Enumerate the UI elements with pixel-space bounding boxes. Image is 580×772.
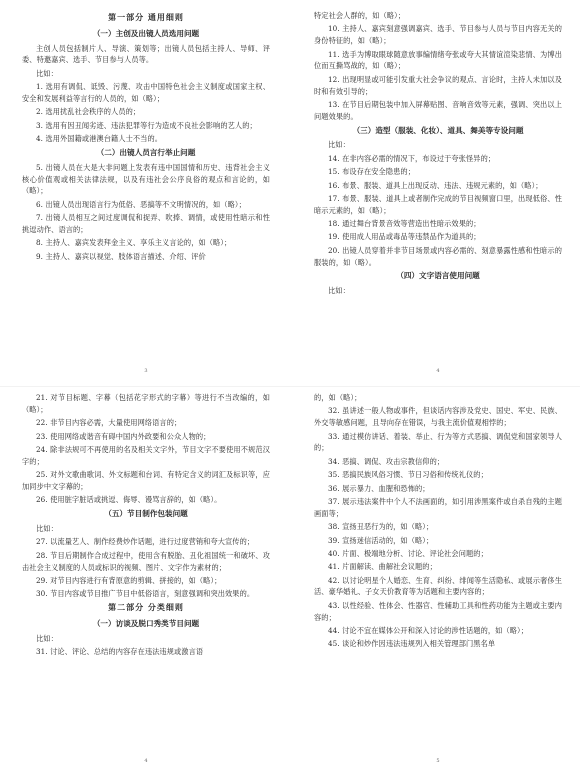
list-item: 29. 对节目内容进行有背原意的剪辑、拼接的，如（略）； bbox=[36, 575, 222, 585]
lead-text: 比如： bbox=[36, 523, 58, 533]
list-item: 2. 选用扰乱社会秩序的人员的； bbox=[36, 107, 141, 117]
page-number: 3 bbox=[144, 368, 148, 375]
list-item: 5. 出镜人员在大是大非问题上发表有违中国国情和历史、违背社会主义核心价值观或相关法律法规，以及有违社会公序良俗的观点和言论的，如（略）； bbox=[22, 162, 270, 196]
list-item: 37. 展示违法案件中个人不法画面的，如引用涉黑案件或自杀自残的主题画面等； bbox=[314, 496, 562, 518]
list-item: 18. 通过舞台背景音效等营造出性暗示效果的； bbox=[328, 219, 481, 229]
list-item: 32. 虽讲述一般人物或事件，但谈话内容涉及党史、国史、军史、民族、外交等敏感问题，且导向存在错误，与我主流价值观相悖的； bbox=[314, 406, 562, 428]
list-item: 31. 讨论、评论、总结的内容存在违法违规或激言语 bbox=[36, 647, 204, 657]
list-item: 3. 选用有因丑闻劣迹、违法犯罪等行为造成不良社会影响的艺人的； bbox=[36, 120, 257, 130]
list-item: 26. 使用脏字脏话或挑逗、侮辱、谩骂言辞的，如（略）。 bbox=[36, 495, 222, 505]
section-heading: （五）节目制作包装问题 bbox=[104, 509, 188, 519]
paragraph: 的，如（略）； bbox=[314, 393, 362, 402]
list-item: 25. 对外文歌曲歌词、外文标题和台词、有特定含义的词汇及标识等，应加同步中文字幕的； bbox=[22, 470, 270, 491]
list-item: 23. 使用网络或谐音有碍中国内外政要和公众人物的； bbox=[36, 431, 211, 441]
section-heading: （四）文字语言使用问题 bbox=[396, 271, 480, 281]
page-row-divider bbox=[0, 386, 580, 387]
page-4b bbox=[22, 392, 270, 770]
list-item: 21. 对节目标题、字幕（包括花字形式的字幕）等进行不当改编的，如（略）； bbox=[22, 393, 270, 414]
paragraph: 主创人员包括制片人、导演、策划等；出镜人员包括主持人、导师、评委、特邀嘉宾、选手、节目参与人员等。 bbox=[22, 43, 270, 65]
list-item: 13. 在节目后期包装中加入屏幕贴图、音响音效等元素，强调、突出以上问题效果的。 bbox=[314, 99, 562, 121]
section-heading: （一）访谈及脱口秀类节目问题 bbox=[92, 618, 200, 628]
list-item: 10. 主持人、嘉宾刻意强调嘉宾、选手、节目参与人员与节目内容无关的身份特征的，如（略）； bbox=[314, 24, 562, 46]
list-item: 17. 布景、服装、道具上或者制作完成的节目视频窗口里，出现低俗、性暗示元素的，如（略）； bbox=[314, 193, 562, 215]
list-item: 42. 以讨论明星个人婚恋、生育、纠纷、绯闻等生活隐私、或展示奢侈生活、豪华婚礼、子女天价教育等为话题和主要内容的； bbox=[314, 575, 562, 597]
list-item: 35. 恶搞民族风俗习惯、节日习俗和传统礼仪的； bbox=[328, 470, 488, 480]
section-heading: （一）主创及出镜人员选用问题 bbox=[92, 28, 200, 38]
list-item: 40. 片面、极端地分析、讨论、评论社会问题的； bbox=[328, 548, 488, 558]
list-item: 14. 在非内容必需的情况下，布设过于夸张怪异的； bbox=[328, 153, 496, 163]
list-item: 6. 出镜人员出现语言行为低俗、恶搞等不文明情况的，如（略）； bbox=[36, 199, 246, 209]
lead-text: 比如： bbox=[36, 633, 58, 643]
list-item: 16. 布景、服装、道具上出现反动、违法、违规元素的，如（略）； bbox=[328, 180, 543, 190]
page-number: 4 bbox=[144, 758, 148, 765]
list-item: 11. 选手为博取眼球随意放事编情绪夸张或夸大其情谊渲染悲情、为博出位而互撕骂战的，如（略）； bbox=[314, 49, 562, 71]
list-item: 41. 片面解读、曲解社会议题的； bbox=[328, 562, 437, 572]
list-item: 22. 非节目内容必需，大量使用网络语言的； bbox=[36, 418, 182, 428]
part-title: 第二部分 分类细则 bbox=[108, 602, 184, 613]
list-item: 7. 出镜人员相互之间过度调侃和捉弄、吹捧、调情，或使用性暗示和性挑逗动作、语言的； bbox=[22, 213, 270, 234]
list-item: 12. 出现明显或可能引发重大社会争议的观点、言论时，主持人未加以及时和有效引导的； bbox=[314, 74, 562, 96]
list-item: 43. 以性经验、性体会、性器官、性辅助工具和性药功能为主题或主要内容的； bbox=[314, 600, 562, 622]
list-item: 38. 宣扬丑恶行为的，如（略）； bbox=[328, 522, 434, 532]
list-item: 27. 以流量艺人、制作经费炒作话题，进行过度营销和夸大宣传的； bbox=[36, 537, 255, 547]
page-5 bbox=[314, 392, 562, 770]
lead-text: 比如： bbox=[328, 286, 350, 296]
list-item: 8. 主持人、嘉宾发表拜金主义、享乐主义言论的，如（略）； bbox=[36, 238, 232, 248]
page-3 bbox=[22, 10, 270, 380]
list-item: 24. 除非法规可不再使用的名及相关文字外，节目文字不要使用不规范汉字的； bbox=[22, 444, 270, 466]
list-item: 9. 主持人、嘉宾以视觉、肢体语言描述、介绍、评价 bbox=[36, 251, 206, 261]
list-item: 28. 节目后期制作合成过程中，使用含有脱胎、丑化祖国统一和破坏、攻击社会主义制度的人员或标识的视频、图片、文字作为素材的； bbox=[22, 550, 270, 572]
paragraph: 特定社会人群的，如（略）； bbox=[314, 11, 406, 20]
list-item: 19. 使用成人用品或毒品等违禁品作为道具的； bbox=[328, 232, 481, 242]
section-heading: （二）出镜人员言行举止问题 bbox=[96, 147, 196, 157]
part-title: 第一部分 通用细则 bbox=[108, 12, 184, 22]
section-heading: （三）造型（服装、化妆）、道具、舞美等专设问题 bbox=[352, 125, 524, 135]
list-item: 36. 展示暴力、血腥和恐怖的； bbox=[328, 483, 430, 493]
lead-text: 比如： bbox=[328, 140, 350, 150]
list-item: 1. 选用有调侃、诋毁、污蔑、攻击中国特色社会主义制度或国家主权、安全和发展利益等言行的人员的，如（略）； bbox=[22, 82, 270, 103]
list-item: 39. 宣扬迷信活动的，如（略）； bbox=[328, 535, 434, 545]
list-item: 30. 节目内容或节目推广节目中低俗语言，刻意强调和突出效果的。 bbox=[36, 589, 255, 599]
list-item: 45. 谈论和炒作因违法违规列入相关管理部门黑名单 bbox=[328, 639, 496, 649]
page-number: 5 bbox=[436, 758, 440, 765]
list-item: 33. 通过模仿讲话、着装、举止、行为等方式恶搞、调侃党和国家领导人的； bbox=[314, 431, 562, 453]
list-item: 20. 出镜人员穿着并非节目场景或内容必需的、刻意暴露性感和性暗示的服装的，如（略）。 bbox=[314, 245, 562, 267]
page-4 bbox=[314, 10, 562, 380]
list-item: 44. 讨论不宜在媒体公开和深入讨论的涉性话题的，如（略）； bbox=[328, 626, 528, 636]
list-item: 4. 选用外国籍或港澳台籍人士不当的。 bbox=[36, 134, 163, 144]
lead-text: 比如： bbox=[36, 68, 58, 78]
page-number: 4 bbox=[436, 368, 440, 375]
list-item: 15. 布设存在安全隐患的； bbox=[328, 167, 415, 177]
list-item: 34. 恶搞、调侃、攻击宗教信仰的； bbox=[328, 456, 445, 466]
